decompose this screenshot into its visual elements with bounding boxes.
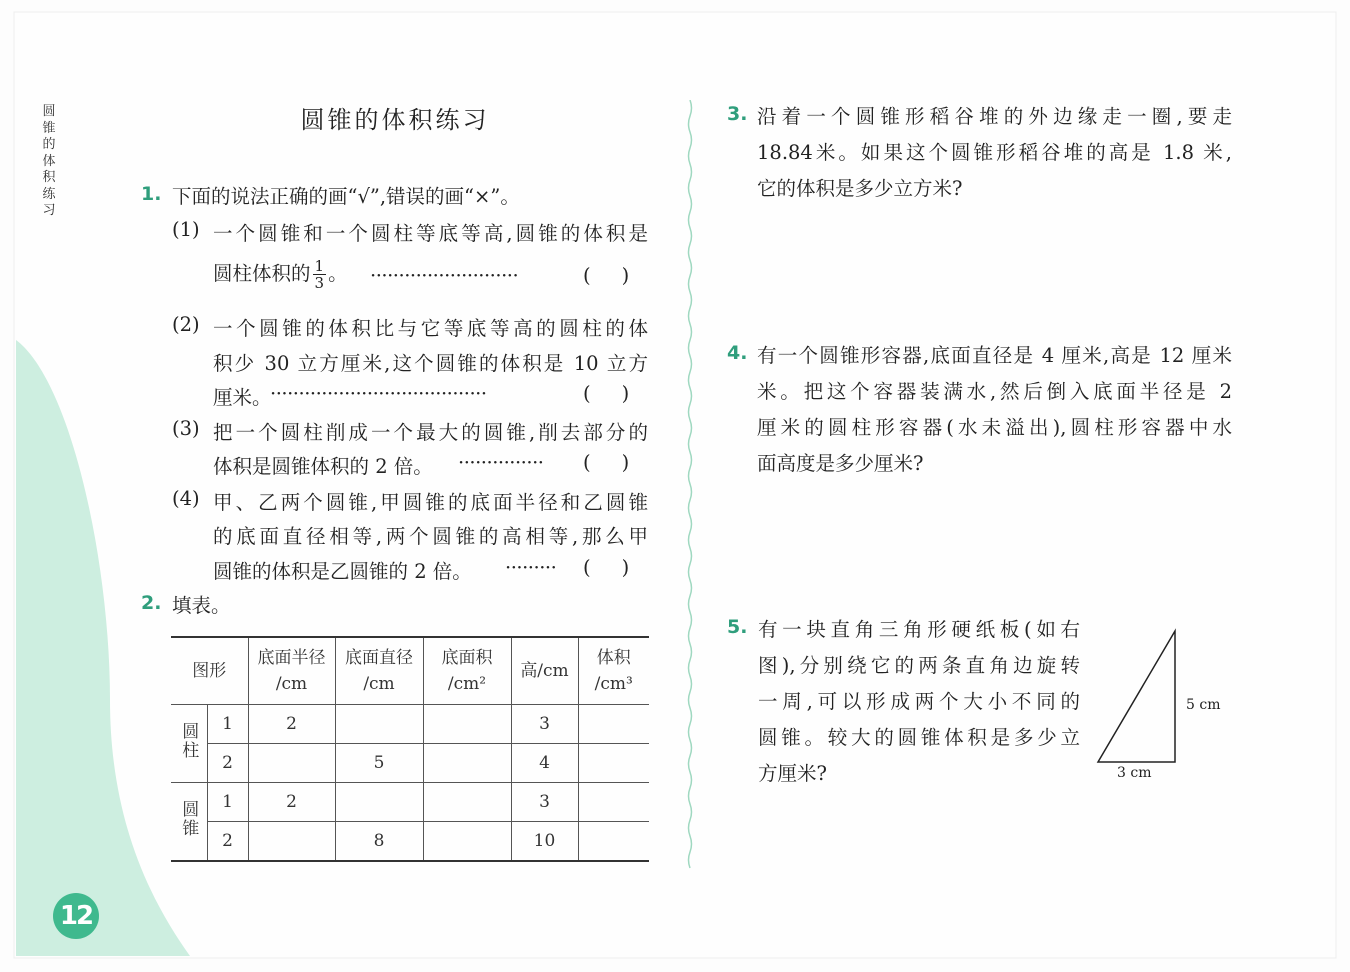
table-cell[interactable]	[335, 705, 423, 744]
q1-item1-label: (1)	[172, 218, 200, 241]
header-diameter: 底面直径 /cm	[335, 637, 423, 705]
q2-number: 2.	[141, 592, 162, 614]
header-height: 高/cm	[511, 637, 578, 705]
q1-item2-answer-blank[interactable]: ( )	[583, 382, 630, 405]
group-cone: 圆锥	[171, 783, 207, 862]
table-cell[interactable]	[335, 783, 423, 822]
table-cell: 5	[335, 744, 423, 783]
q2-stem: 填表。	[172, 594, 231, 617]
table-header-row	[171, 637, 649, 705]
table-cell: 2	[248, 783, 335, 822]
triangle-base-label: 3 cm	[1117, 765, 1152, 781]
triangle-height-label: 5 cm	[1186, 697, 1221, 713]
q1-item4-line1: 甲、乙两个圆锥,甲圆锥的底面半径和乙圆锥	[213, 491, 648, 514]
q4-line1: 有一个圆锥形容器,底面直径是 4 厘米,高是 12 厘米	[757, 344, 1232, 367]
table-cell[interactable]	[248, 822, 335, 862]
q3-line3: 它的体积是多少立方米?	[757, 177, 963, 200]
q1-item2-line3: 厘米。	[213, 386, 272, 409]
fill-in-table	[171, 636, 649, 862]
header-shape: 图形	[171, 637, 248, 705]
q1-number: 1.	[141, 183, 162, 205]
q5-line4: 圆锥。较大的圆锥体积是多少立	[758, 726, 1080, 749]
q4-line4: 面高度是多少厘米?	[757, 452, 924, 475]
q1-item2-dots: ······································	[270, 382, 487, 405]
column-divider	[687, 100, 693, 870]
q3-line1: 沿着一个圆锥形稻谷堆的外边缘走一圈,要走	[757, 105, 1232, 128]
q1-item3-line1: 把一个圆柱削成一个最大的圆锥,削去部分的	[213, 421, 648, 444]
q1-item3-label: (3)	[172, 417, 200, 440]
table-cell[interactable]	[578, 822, 649, 862]
table-cell[interactable]	[578, 744, 649, 783]
q1-item1-dots: ··························	[370, 264, 519, 287]
table-row	[171, 822, 649, 862]
table-row	[171, 705, 649, 744]
q5-line1: 有一块直角三角形硬纸板(如右	[758, 618, 1080, 641]
q1-stem: 下面的说法正确的画“√”,错误的画“×”。	[172, 185, 520, 208]
page-number: 12	[53, 893, 99, 939]
group-cylinder: 圆柱	[171, 705, 207, 783]
table-row	[171, 744, 649, 783]
q5-number: 5.	[727, 616, 748, 638]
q1-item3-dots: ···············	[458, 451, 544, 474]
table-cell: 4	[511, 744, 578, 783]
page-title: 圆锥的体积练习	[300, 106, 490, 134]
table-cell: 2	[207, 822, 248, 862]
fraction-numerator: 1	[314, 257, 325, 275]
fraction-denominator: 3	[314, 274, 325, 292]
q4-number: 4.	[727, 342, 748, 364]
q1-item1-line2	[213, 258, 348, 291]
q1-item4-dots: ·········	[505, 556, 557, 579]
q5-line3: 一周,可以形成两个大小不同的	[758, 690, 1080, 713]
table-cell: 1	[207, 783, 248, 822]
q1-item1-text: 圆柱体积的	[213, 262, 311, 285]
q1-item4-line3: 圆锥的体积是乙圆锥的 2 倍。	[213, 560, 472, 583]
table-cell[interactable]	[423, 822, 511, 862]
q1-item2-line1: 一个圆锥的体积比与它等底等高的圆柱的体	[213, 317, 648, 340]
q3-line2: 18.84米。如果这个圆锥形稻谷堆的高是 1.8 米,	[757, 141, 1232, 164]
q4-line3: 厘米的圆柱形容器(水未溢出),圆柱形容器中水	[757, 416, 1232, 439]
table-cell: 1	[207, 705, 248, 744]
header-volume: 体积 /cm³	[578, 637, 649, 705]
table-row	[171, 783, 649, 822]
table-cell[interactable]	[423, 705, 511, 744]
q1-item1-tail: 。	[328, 262, 348, 285]
q1-item3-line2: 体积是圆锥体积的 2 倍。	[213, 455, 433, 478]
table-cell: 10	[511, 822, 578, 862]
q1-item4-answer-blank[interactable]: ( )	[583, 556, 630, 579]
q1-item2-line2: 积少 30 立方厘米,这个圆锥的体积是 10 立方	[213, 352, 648, 375]
q3-number: 3.	[727, 103, 748, 125]
table-cell: 8	[335, 822, 423, 862]
q1-item3-answer-blank[interactable]: ( )	[583, 451, 630, 474]
q1-item1-line1: 一个圆锥和一个圆柱等底等高,圆锥的体积是	[213, 222, 648, 245]
table-cell[interactable]	[578, 783, 649, 822]
table-cell: 2	[207, 744, 248, 783]
q1-item1-answer-blank[interactable]: ( )	[583, 264, 630, 287]
q1-item4-label: (4)	[172, 487, 200, 510]
header-radius: 底面半径 /cm	[248, 637, 335, 705]
right-triangle-figure	[1090, 625, 1190, 770]
table-cell[interactable]	[248, 744, 335, 783]
q4-line2: 米。把这个容器装满水,然后倒入底面半径是 2	[757, 380, 1232, 403]
q5-line5: 方厘米?	[758, 762, 827, 785]
table-cell[interactable]	[423, 744, 511, 783]
q1-item2-label: (2)	[172, 313, 200, 336]
header-base-area: 底面积 /cm²	[423, 637, 511, 705]
q5-line2: 图),分别绕它的两条直角边旋转	[758, 654, 1080, 677]
table-cell[interactable]	[578, 705, 649, 744]
q1-item4-line2: 的底面直径相等,两个圆锥的高相等,那么甲	[213, 525, 648, 548]
fraction-one-third	[313, 258, 327, 291]
side-title: 圆锥的体积练习	[42, 104, 56, 218]
table-cell: 3	[511, 705, 578, 744]
table-cell[interactable]	[423, 783, 511, 822]
table-cell: 3	[511, 783, 578, 822]
table-cell: 2	[248, 705, 335, 744]
